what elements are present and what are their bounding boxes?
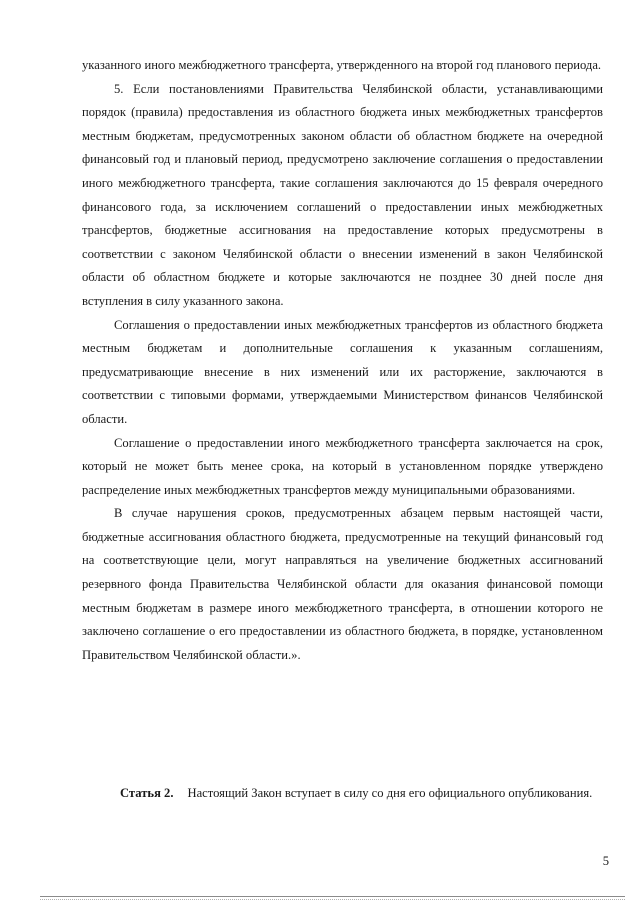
- article-2: [82, 782, 603, 806]
- footer-rule-dotted: [40, 899, 625, 900]
- article-label: Статья 2.: [120, 786, 174, 800]
- paragraph-item-5: 5. Если постановлениями Правительства Челябинской области, устанавливающими порядок (правила) предоставления из областного бюджета иных межбюджетных трансфертов местным бюджетам, предусмотренных законом области об областном бюджете на очередной финансовый год и плановый период, предусмотрено заключение соглашения о предоставлении иного межбюджетного трансферта, такие соглашения заключаются до 15 февраля очередного финансового года, за исключением соглашений о предоставлении иных межбюджетных трансфертов, бюджетные ассигнования на предоставление которых предусмотрены в соответствии с законом Челябинской области о внесении изменений в закон Челябинской области об областном бюджете и которые заключаются не позднее 30 дней после дня вступления в силу указанного закона.: [82, 81, 603, 308]
- page-number: 5: [602, 854, 609, 868]
- paragraph-deadline-violation: В случае нарушения сроков, предусмотренных абзацем первым настоящей части, бюджетные ассигнования областного бюджета, предусмотренные на текущий финансовый год на соответствующие цели, могут направляться на увеличение бюджетных ассигнований резервного фонда Правительства Челябинской области для оказания финансовой помощи местным бюджетам в размере иного межбюджетного трансферта, в отношении которого не заключено соглашение о его предоставлении из областного бюджета, в порядке, установленном Правительством Челябинской области.».: [82, 506, 603, 662]
- document-body: [82, 54, 603, 667]
- paragraph-continuation: указанного иного межбюджетного трансферта, утвержденного на второй год планового периода.: [82, 58, 602, 72]
- footer-rule: [40, 896, 625, 897]
- paragraph-agreements-forms: Соглашения о предоставлении иных межбюджетных трансфертов из областного бюджета местным бюджетам и дополнительные соглашения к указанным соглашениям, предусматривающие внесение в них изменений или их расторжение, заключаются в соответствии с типовыми формами, утверждаемыми Министерством финансов Челябинской области.: [82, 317, 603, 426]
- paragraph-agreement-term: Соглашение о предоставлении иного межбюджетного трансферта заключается на срок, который не может быть менее срока, на который в установленном порядке утверждено распределение иных межбюджетных трансфертов между муниципальными образованиями.: [82, 435, 603, 497]
- article-text: Настоящий Закон вступает в силу со дня его официального опубликования.: [187, 786, 593, 800]
